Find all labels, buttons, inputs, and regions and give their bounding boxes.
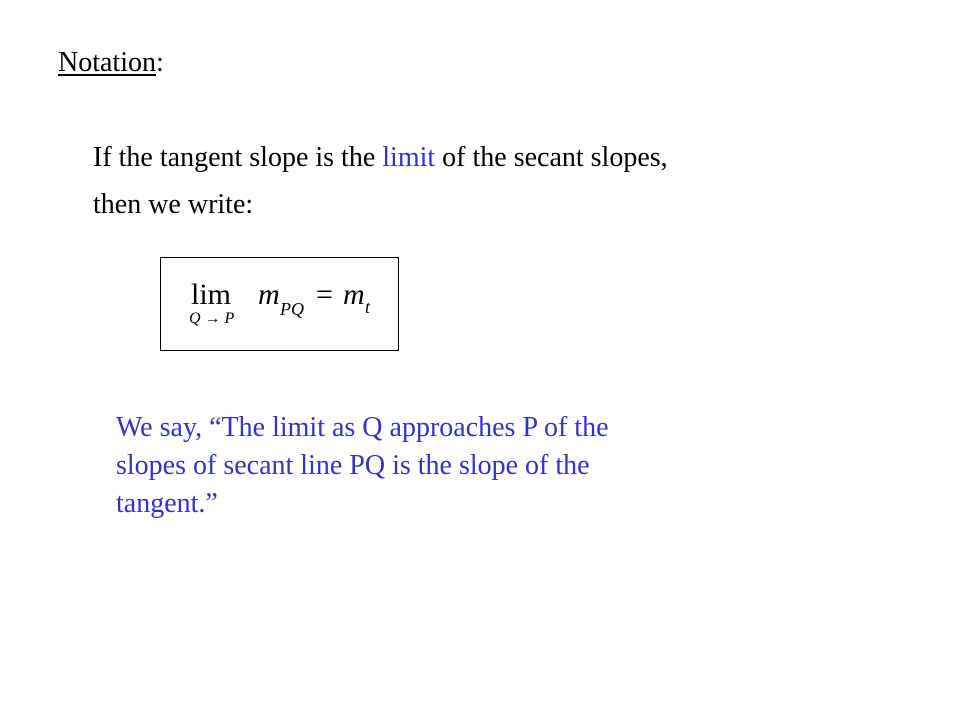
- formula-box: [160, 257, 399, 351]
- quote-line: tangent.”: [116, 488, 218, 519]
- slide-heading: [58, 46, 164, 80]
- rhs-subscript: t: [365, 297, 371, 317]
- limit-highlight: limit: [382, 142, 436, 173]
- statement-line-1: [93, 141, 668, 175]
- limit-formula: [161, 258, 400, 352]
- statement-text-before: If the tangent slope is the: [93, 142, 383, 173]
- heading-colon: :: [156, 47, 164, 78]
- rhs-symbol: m: [343, 278, 365, 311]
- lim-operator: lim: [191, 278, 232, 311]
- explanation-quote: [116, 409, 716, 523]
- quote-line: slopes of secant line PQ is the slope of the: [116, 450, 590, 481]
- quote-line: We say, “The limit as Q approaches P of the: [116, 412, 609, 443]
- statement-line-2: then we write:: [93, 189, 254, 220]
- lhs-subscript: PQ: [280, 299, 304, 319]
- heading-label: Notation: [58, 47, 156, 78]
- statement-text-after: of the secant slopes,: [435, 142, 668, 173]
- equals-sign: =: [316, 278, 333, 311]
- lhs-symbol: m: [258, 278, 280, 311]
- lim-subscript: Q → P: [189, 310, 235, 327]
